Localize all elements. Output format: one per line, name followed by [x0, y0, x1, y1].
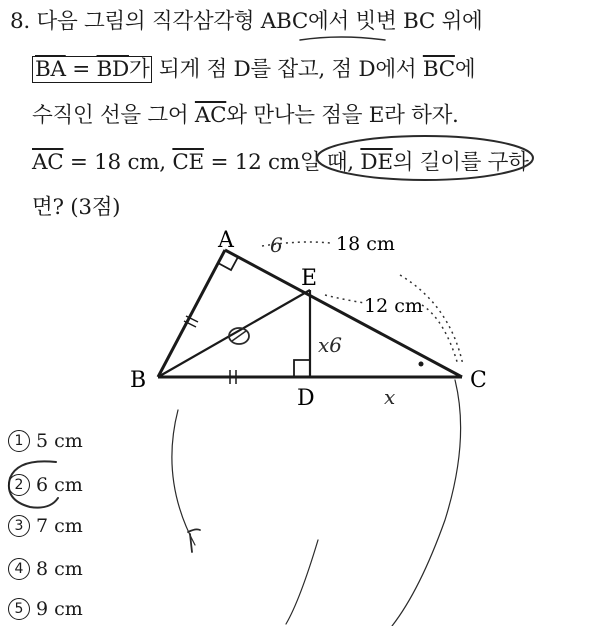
choice-number-1: 1 — [8, 430, 30, 452]
question-line-2: $\overline{BA} = \overline{BD}$가 되게 점 D를 잡고, 점 D에서 $\overline{BC}$에 — [32, 52, 475, 83]
choice-number-2: 2 — [8, 474, 30, 496]
label-e: E — [301, 266, 318, 291]
pencil-stroke-bottom — [286, 540, 318, 624]
pencil-arc-left — [172, 410, 195, 545]
choice-number-5: 5 — [8, 598, 30, 620]
choice-2[interactable] — [8, 474, 83, 496]
choice-text-4: 8 cm — [36, 558, 83, 580]
hand-overline-mark — [300, 37, 385, 40]
hand-circle-de — [317, 136, 533, 180]
choice-number-3: 3 — [8, 515, 30, 537]
right-angle-d — [294, 360, 310, 377]
question-line-3: 수직인 선을 그어 $\overline{AC}$와 만나는 점을 E라 하자. — [32, 103, 459, 128]
choice-1[interactable] — [8, 430, 83, 452]
choice-text-3: 7 cm — [36, 515, 83, 537]
label-c: C — [470, 368, 487, 393]
label-d: D — [297, 386, 315, 411]
dim-ac-arc — [400, 275, 463, 365]
hand-note-ae: 6 — [270, 233, 283, 257]
dim-ce-right — [422, 305, 458, 365]
condition-box: $\overline{BA} = \overline{BD}$가 — [32, 56, 152, 83]
choice-text-5: 9 cm — [36, 598, 83, 620]
question-line-5: 면? (3점) — [32, 195, 121, 220]
choice-text-2: 6 cm — [36, 474, 83, 496]
choice-3[interactable] — [8, 515, 83, 537]
hand-note-de: x6 — [318, 333, 343, 357]
choice-4[interactable] — [8, 558, 83, 580]
angle-dot-c — [419, 362, 424, 367]
length-ce: 12 cm — [364, 295, 423, 317]
length-ac: 18 cm — [336, 233, 395, 255]
dim-ce-left — [325, 295, 365, 303]
question-number: 8. — [10, 9, 30, 34]
question-line-1: 8. 다음 그림의 직각삼각형 ABC에서 빗변 BC 위에 — [10, 9, 483, 34]
choice-number-4: 4 — [8, 558, 30, 580]
hand-note-dc: x — [384, 385, 396, 409]
pencil-scribble — [188, 529, 200, 552]
pencil-arc-right — [392, 380, 461, 626]
label-b: B — [130, 368, 147, 393]
choice-text-1: 5 cm — [36, 430, 83, 452]
choice-5[interactable] — [8, 598, 83, 620]
label-a: A — [218, 228, 234, 253]
segment-ac — [225, 250, 462, 377]
question-line-4: $\overline{AC} = 18$ cm, $\overline{CE} = 12$ cm일 때, $\overline{DE}$의 길이를 구하 — [32, 150, 529, 175]
